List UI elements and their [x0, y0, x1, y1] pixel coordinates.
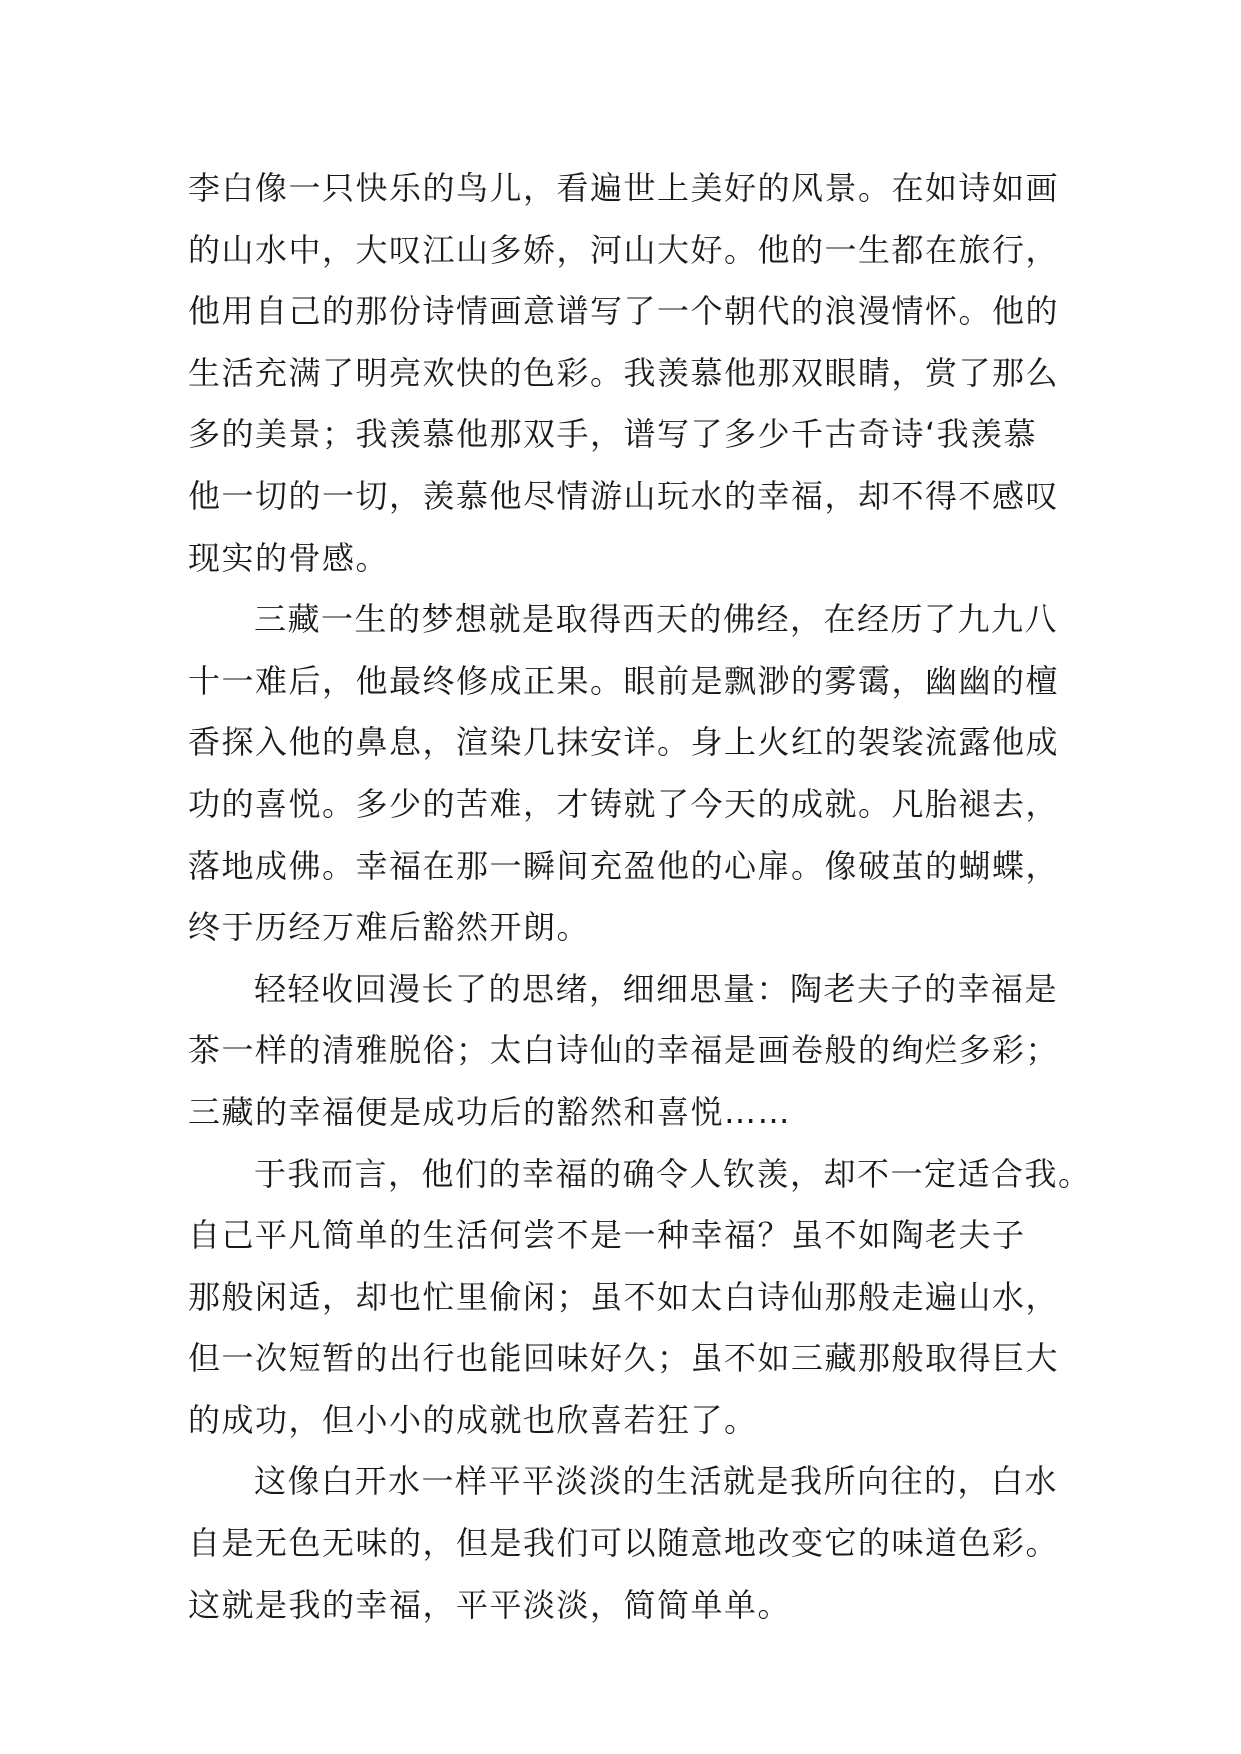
text-line-first: 于我而言，他们的幸福的确令人钦羡，却不一定适合我。 — [254, 1154, 1092, 1193]
text-line: 功的喜悦。多少的苦难，才铸就了今天的成就。凡胎褪去， — [188, 784, 1060, 823]
text-line-first: 三藏一生的梦想就是取得西天的佛经，在经历了九九八 — [254, 600, 1059, 639]
paragraph-reflection — [188, 959, 1068, 1144]
paragraph-conclusion — [188, 1451, 1068, 1636]
text-line: 茶一样的清雅脱俗；太白诗仙的幸福是画卷般的绚烂多彩； — [188, 1031, 1060, 1070]
text-line-first: 这像白开水一样平平淡淡的生活就是我所向往的，白水 — [254, 1462, 1059, 1501]
text-line: 李白像一只快乐的鸟儿，看遍世上美好的风景。在如诗如画 — [188, 169, 1060, 207]
text-line: 他一切的一切，羡慕他尽情游山玩水的幸福，却不得不感叹 — [188, 476, 1060, 515]
text-line: 自己平凡简单的生活何尝不是一种幸福？虽不如陶老夫子 — [188, 1216, 1026, 1255]
text-line: 十一难后，他最终修成正果。眼前是飘渺的雾霭，幽幽的檀 — [188, 661, 1060, 700]
text-line: 自是无色无味的，但是我们可以随意地改变它的味道色彩。 — [188, 1524, 1060, 1563]
document-body — [188, 158, 1092, 1636]
text-line: 但一次短暂的出行也能回味好久；虽不如三藏那般取得巨大 — [188, 1339, 1060, 1378]
paragraph-for-me — [188, 1144, 1092, 1452]
paragraph-san-zang — [188, 589, 1068, 959]
text-line: 这就是我的幸福，平平淡淡，简简单单。 — [188, 1585, 792, 1624]
text-line: 香探入他的鼻息，渲染几抹安详。身上火红的袈裟流露他成 — [188, 723, 1060, 762]
text-line: 落地成佛。幸福在那一瞬间充盈他的心扉。像破茧的蝴蝶， — [188, 846, 1060, 885]
text-line: 那般闲适，却也忙里偷闲；虽不如太白诗仙那般走遍山水， — [188, 1277, 1060, 1316]
text-line-first: 轻轻收回漫长了的思绪，细细思量：陶老夫子的幸福是 — [254, 969, 1059, 1008]
text-line: 多的美景；我羡慕他那双手，谱写了多少千古奇诗‘我羡慕 — [188, 415, 1038, 454]
text-line: 生活充满了明亮欢快的色彩。我羡慕他那双眼睛，赏了那么 — [188, 353, 1060, 392]
text-line: 的成功，但小小的成就也欣喜若狂了。 — [188, 1400, 758, 1439]
paragraph-li-bai — [188, 158, 1068, 589]
text-line: 终于历经万难后豁然开朗。 — [188, 908, 591, 947]
text-line: 三藏的幸福便是成功后的豁然和喜悦…… — [188, 1092, 792, 1131]
text-line: 的山水中，大叹江山多娇，河山大好。他的一生都在旅行， — [188, 230, 1060, 269]
text-line: 他用自己的那份诗情画意谱写了一个朝代的浪漫情怀。他的 — [188, 292, 1060, 331]
text-line: 现实的骨感。 — [188, 538, 390, 577]
